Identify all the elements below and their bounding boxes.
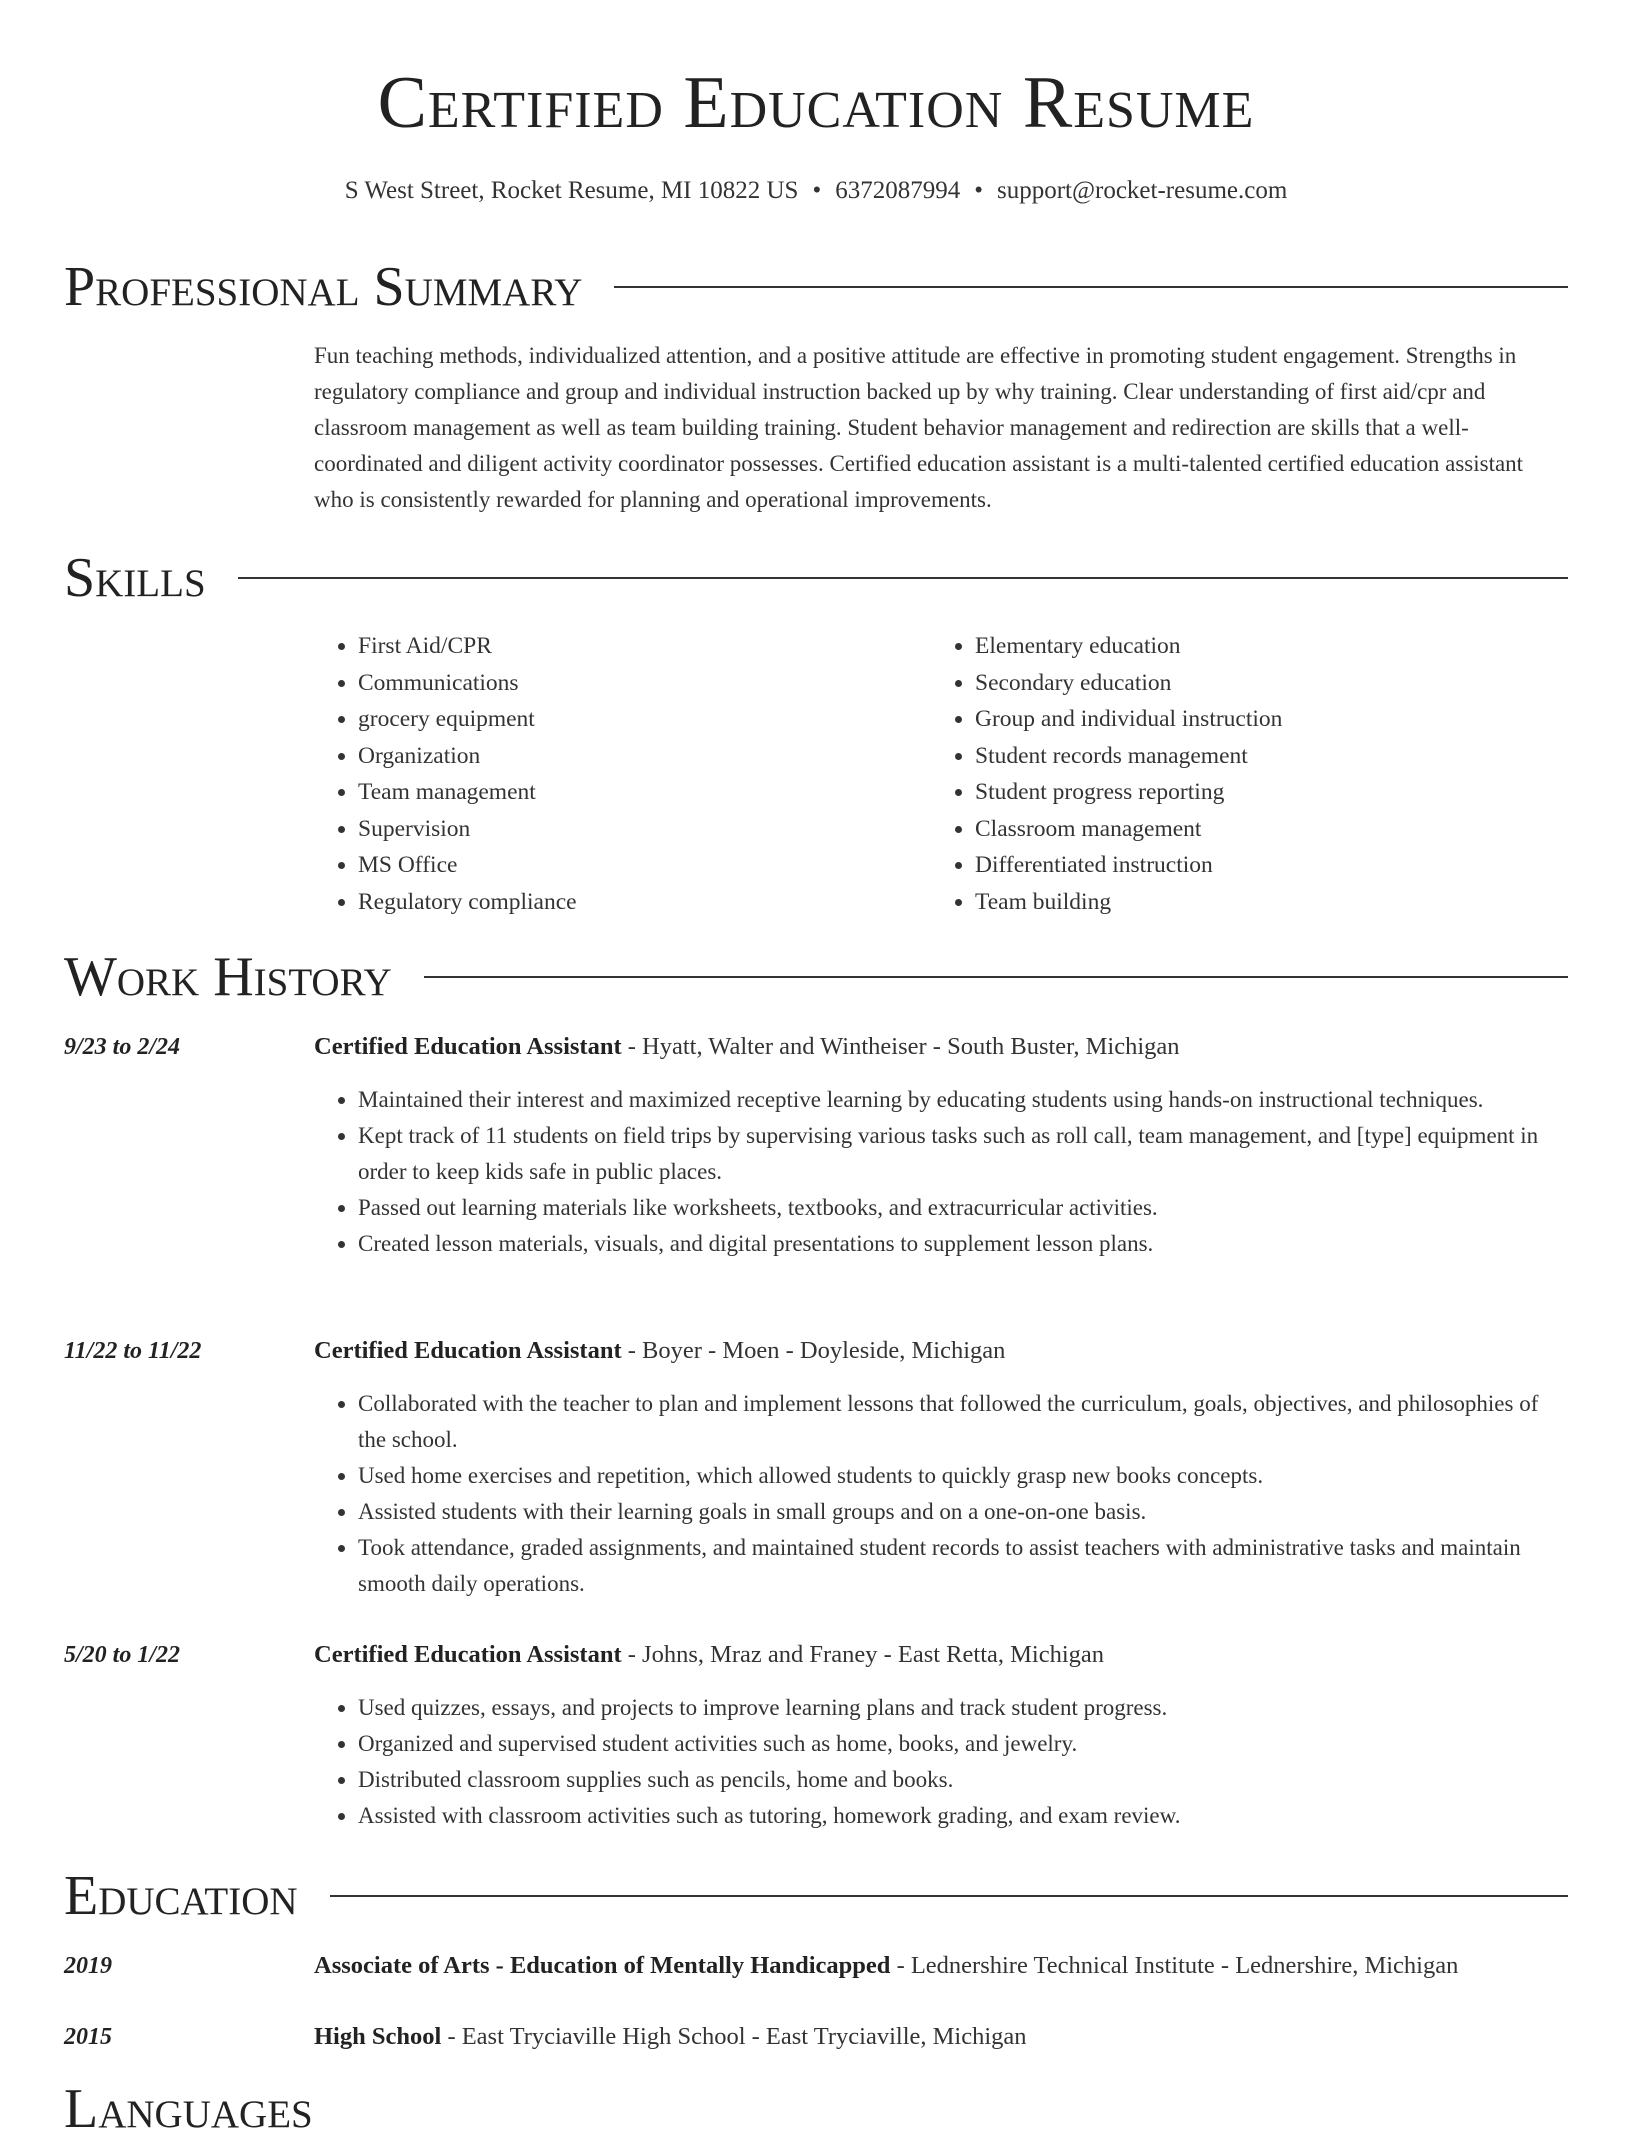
education-heading: Education — [64, 1865, 298, 1927]
job-bullet: • Organized and supervised student activities such as home, books, and jewelry. — [358, 1726, 1568, 1762]
skills-list — [314, 628, 1568, 920]
skill-item: • Supervision — [358, 811, 931, 848]
education-degree: Associate of Arts - Education of Mentally Handicapped — [314, 1952, 891, 1979]
job-title: Certified Education Assistant — [314, 1033, 622, 1060]
job-title-line — [314, 1638, 1574, 1672]
job-employer: - Boyer - Moen - Doyleside, Michigan — [621, 1337, 1006, 1364]
job-bullets — [314, 1386, 1568, 1602]
section-divider — [238, 577, 1568, 579]
job-dates: 9/23 to 2/24 — [64, 1034, 181, 1060]
skill-item: • Communications — [358, 665, 931, 702]
education-degree: High School — [314, 2023, 442, 2050]
summary-text: Fun teaching methods, individualized attention, and a positive attitude are effective in promoting student engagement. Strengths in regulatory compliance and group and individual instruction backed up by why training. Clear understanding of first aid/cpr and classroom management as well as team building training. Student behavior management and redirection are skills that a well-coordinated and diligent activity coordinator possesses. Certified education assistant is a multi-talented certified education assistant who is consistently rewarded for planning and operational improvements. — [314, 343, 1524, 512]
email: support@rocket-resume.com — [996, 177, 1288, 204]
skill-item: • Student records management — [975, 738, 1548, 775]
job-dates: 5/20 to 1/22 — [64, 1642, 181, 1668]
job-title: Certified Education Assistant — [314, 1641, 622, 1668]
job-bullet: • Assisted with classroom activities such as tutoring, homework grading, and exam review. — [358, 1798, 1568, 1834]
section-divider — [614, 286, 1568, 288]
job-bullet: • Collaborated with the teacher to plan and implement lessons that followed the curriculum, goals, objectives, and philosophies of the school. — [358, 1386, 1568, 1458]
education-year: 2019 — [64, 1953, 112, 1979]
job-bullet: • Distributed classroom supplies such as pencils, home and books. — [358, 1762, 1568, 1798]
education-school: - Lednershire Technical Institute - Lednershire, Michigan — [890, 1952, 1459, 1979]
separator-dot: • — [974, 177, 983, 204]
education-year: 2015 — [64, 2024, 112, 2050]
job-bullets — [314, 1690, 1568, 1834]
skill-item: • Elementary education — [975, 628, 1548, 665]
skills-heading: Skills — [64, 547, 206, 609]
skill-item: • First Aid/CPR — [358, 628, 931, 665]
education-school: - East Tryciaville High School - East Tryciaville, Michigan — [441, 2023, 1027, 2050]
job-bullet: • Maintained their interest and maximized receptive learning by educating students using hands-on instructional techniques. — [358, 1082, 1568, 1118]
job-bullet: • Took attendance, graded assignments, and maintained student records to assist teachers with administrative tasks and maintain smooth daily operations. — [358, 1530, 1568, 1602]
skill-item: • Team management — [358, 774, 931, 811]
job-bullets — [314, 1082, 1568, 1262]
skill-item: • MS Office — [358, 847, 931, 884]
skill-item: • Organization — [358, 738, 931, 775]
job-employer: - Johns, Mraz and Franey - East Retta, Michigan — [621, 1641, 1105, 1668]
skill-item: • Regulatory compliance — [358, 884, 931, 921]
summary-section-header — [64, 254, 1568, 320]
skill-item: • Group and individual instruction — [975, 701, 1548, 738]
skills-column-right — [931, 628, 1548, 920]
languages-heading: Languages — [64, 2078, 313, 2140]
job-dates: 11/22 to 11/22 — [64, 1338, 202, 1364]
job-title: Certified Education Assistant — [314, 1337, 622, 1364]
resume-title: Certified Education Resume — [377, 62, 1255, 144]
education-section-header — [64, 1863, 1568, 1929]
job-bullet: • Kept track of 11 students on field trips by supervising various tasks such as roll call, team management, and [type] equipment in order to keep kids safe in public places. — [358, 1118, 1568, 1190]
separator-dot: • — [812, 177, 822, 204]
job-employer: - Hyatt, Walter and Wintheiser - South Buster, Michigan — [621, 1033, 1180, 1060]
job-bullet: • Created lesson materials, visuals, and digital presentations to supplement lesson plans. — [358, 1226, 1568, 1262]
skill-item: • Secondary education — [975, 665, 1548, 702]
job-bullet: • Used quizzes, essays, and projects to improve learning plans and track student progress. — [358, 1690, 1568, 1726]
job-bullet: • Passed out learning materials like worksheets, textbooks, and extracurricular activities. — [358, 1190, 1568, 1226]
skill-item: • grocery equipment — [358, 701, 931, 738]
section-divider — [424, 976, 1568, 978]
job-title-line — [314, 1030, 1574, 1064]
skills-column-left — [314, 628, 931, 920]
education-entry — [314, 2020, 1574, 2054]
job-bullet: • Used home exercises and repetition, which allowed students to quickly grasp new books concepts. — [358, 1458, 1568, 1494]
job-bullet: • Assisted students with their learning goals in small groups and on a one-on-one basis. — [358, 1494, 1568, 1530]
languages-section-header — [64, 2076, 1568, 2142]
work-section-header — [64, 944, 1568, 1010]
contact-line — [0, 174, 1632, 208]
skills-section-header — [64, 545, 1568, 611]
job-title-line — [314, 1334, 1574, 1368]
skill-item: • Differentiated instruction — [975, 847, 1548, 884]
summary-heading: Professional Summary — [64, 256, 583, 318]
phone: 6372087994 — [835, 177, 961, 204]
section-divider — [330, 1895, 1568, 1897]
skill-item: • Student progress reporting — [975, 774, 1548, 811]
work-heading: Work History — [64, 946, 392, 1008]
education-entry — [314, 1949, 1574, 1983]
skill-item: • Classroom management — [975, 811, 1548, 848]
skill-item: • Team building — [975, 884, 1548, 921]
address: S West Street, Rocket Resume, MI 10822 US — [344, 177, 799, 204]
